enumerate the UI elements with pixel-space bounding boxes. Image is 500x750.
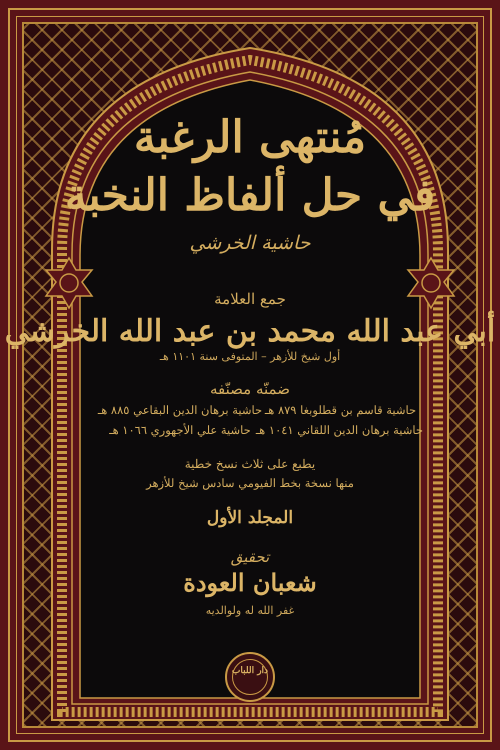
author-name: أبي عبد الله محمد بن عبد الله الخرشي: [4, 314, 496, 349]
includes-heading: ضمنّه مصنّفه: [210, 380, 290, 398]
editor-name: شعبان العودة: [183, 568, 317, 597]
author-note: أول شيخ للأزهر – المتوفى سنة ١١٠١ هـ: [159, 350, 341, 363]
editor-prayer: غفر الله له ولوالديه: [205, 604, 295, 617]
printing-note: يطبع على ثلاث نسخ خطية: [184, 457, 316, 471]
commentary-item: حاشية علي الأجهوري ١٠٦٦ هـ: [109, 423, 251, 437]
title-line-2: في حل ألفاظ النخبة: [64, 170, 436, 221]
compiler-intro: جمع العلامة: [214, 290, 286, 308]
printing-note-manuscript: منها نسخة بخط الفيومي سادس شيخ للأزهر: [146, 476, 354, 490]
commentary-item: حاشية قاسم بن قطلوبغا ٨٧٩ هـ: [264, 403, 417, 417]
title-line-1: مُنتهى الرغبة: [133, 112, 367, 163]
publisher-logo: [225, 652, 275, 702]
commentary-item: حاشية برهان الدين البقاعي ٨٨٥ هـ: [97, 403, 263, 417]
subtitle: حاشية الخرشي: [189, 232, 311, 254]
publisher-logo-text: دار اللباب: [231, 666, 269, 676]
commentary-item: حاشية برهان الدين اللقاني ١٠٤١ هـ: [255, 423, 423, 437]
editor-label: تحقيق: [230, 548, 270, 566]
volume-label: المجلد الأول: [206, 508, 294, 528]
logo-inner-ring: [232, 659, 268, 695]
